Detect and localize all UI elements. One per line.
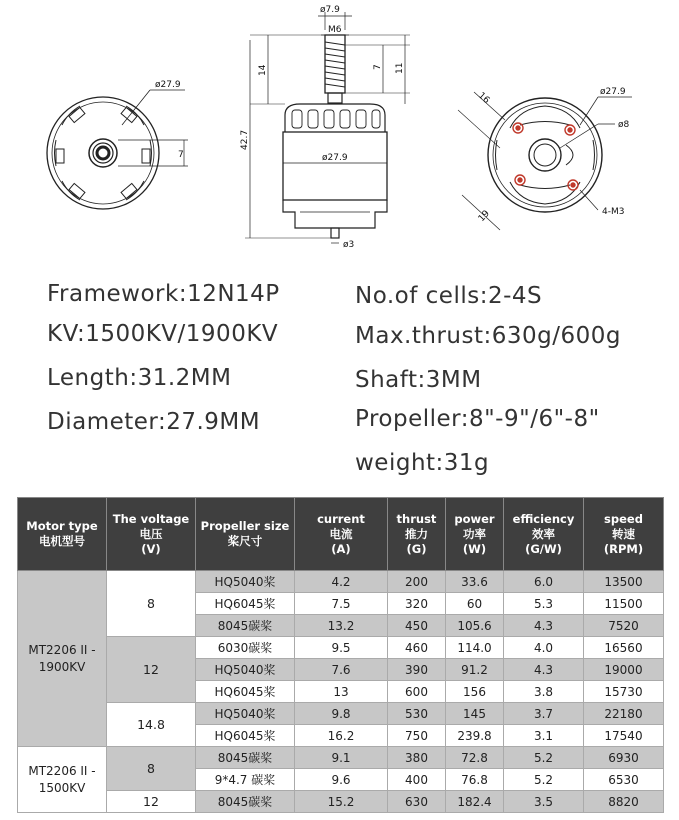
power-cell: 72.8 xyxy=(446,747,504,769)
current-cell: 9.5 xyxy=(295,637,388,659)
header-power: power 功率 (W) xyxy=(446,498,504,571)
current-cell: 16.2 xyxy=(295,725,388,747)
speed-cell: 15730 xyxy=(584,681,664,703)
efficiency-cell: 4.0 xyxy=(504,637,584,659)
dim-11-label: 11 xyxy=(395,62,405,74)
back-center-diameter-label: ø8 xyxy=(618,120,630,130)
speed-cell: 7520 xyxy=(584,615,664,637)
voltage-cell: 12 xyxy=(107,637,196,703)
bottom-shaft-label: ø3 xyxy=(343,240,355,250)
power-cell: 91.2 xyxy=(446,659,504,681)
efficiency-cell: 4.3 xyxy=(504,615,584,637)
power-cell: 145 xyxy=(446,703,504,725)
efficiency-cell: 3.1 xyxy=(504,725,584,747)
propeller-cell: HQ5040桨 xyxy=(196,571,295,593)
speed-cell: 22180 xyxy=(584,703,664,725)
header-thrust: thrust 推力 (G) xyxy=(388,498,446,571)
propeller-cell: 6030碳桨 xyxy=(196,637,295,659)
shaft-thread-label: M6 xyxy=(328,25,342,35)
efficiency-cell: 6.0 xyxy=(504,571,584,593)
thrust-cell: 320 xyxy=(388,593,446,615)
spec-max-thrust: Max.thrust:630g/600g xyxy=(355,323,621,349)
voltage-cell: 12 xyxy=(107,791,196,813)
front-slot-label: 7 xyxy=(178,150,184,160)
efficiency-cell: 5.3 xyxy=(504,593,584,615)
power-cell: 156 xyxy=(446,681,504,703)
spec-kv: KV:1500KV/1900KV xyxy=(47,321,279,347)
power-cell: 182.4 xyxy=(446,791,504,813)
power-cell: 114.0 xyxy=(446,637,504,659)
spec-shaft: Shaft:3MM xyxy=(355,367,482,393)
front-view-drawing xyxy=(47,90,188,209)
back-screws-label: 4-M3 xyxy=(602,207,625,217)
motor-technical-drawings xyxy=(0,0,679,262)
current-cell: 9.6 xyxy=(295,769,388,791)
thrust-cell: 200 xyxy=(388,571,446,593)
speed-cell: 8820 xyxy=(584,791,664,813)
speed-cell: 16560 xyxy=(584,637,664,659)
shaft-top-diameter-label: ø7.9 xyxy=(320,5,340,15)
thrust-cell: 390 xyxy=(388,659,446,681)
spec-weight: weight:31g xyxy=(355,450,490,476)
propeller-cell: HQ5040桨 xyxy=(196,703,295,725)
front-diameter-label: ø27.9 xyxy=(155,80,181,90)
power-cell: 76.8 xyxy=(446,769,504,791)
table-row xyxy=(18,703,664,725)
voltage-cell: 14.8 xyxy=(107,703,196,747)
body-diameter-label: ø27.9 xyxy=(322,153,348,163)
motor-specifications xyxy=(0,268,679,483)
thrust-cell: 630 xyxy=(388,791,446,813)
efficiency-cell: 4.3 xyxy=(504,659,584,681)
thrust-cell: 380 xyxy=(388,747,446,769)
thrust-cell: 600 xyxy=(388,681,446,703)
propeller-cell: 8045碳桨 xyxy=(196,615,295,637)
spec-cells: No.of cells:2-4S xyxy=(355,283,543,309)
dim-7-label: 7 xyxy=(373,64,383,70)
power-cell: 60 xyxy=(446,593,504,615)
spec-propeller: Propeller:8"-9"/6"-8" xyxy=(355,406,600,432)
motor-drawing-svg xyxy=(0,0,679,262)
current-cell: 4.2 xyxy=(295,571,388,593)
total-height-label: 42.7 xyxy=(240,129,250,150)
header-voltage: The voltage 电压 (V) xyxy=(107,498,196,571)
table-row xyxy=(18,791,664,813)
propeller-cell: 8045碳桨 xyxy=(196,791,295,813)
table-row xyxy=(18,747,664,769)
spec-framework: Framework:12N14P xyxy=(47,281,280,307)
thrust-cell: 400 xyxy=(388,769,446,791)
back-dim-19-label: 19 xyxy=(476,208,492,225)
propeller-cell: HQ5040桨 xyxy=(196,659,295,681)
screw-holes xyxy=(513,123,578,190)
power-cell: 239.8 xyxy=(446,725,504,747)
thrust-cell: 530 xyxy=(388,703,446,725)
efficiency-cell: 3.7 xyxy=(504,703,584,725)
current-cell: 13 xyxy=(295,681,388,703)
table-row xyxy=(18,571,664,593)
current-cell: 9.1 xyxy=(295,747,388,769)
spec-length: Length:31.2MM xyxy=(47,365,232,391)
voltage-cell: 8 xyxy=(107,571,196,637)
thrust-cell: 460 xyxy=(388,637,446,659)
propeller-cell: 8045碳桨 xyxy=(196,747,295,769)
dim-14-label: 14 xyxy=(258,64,268,76)
motor-type-cell: MT2206 II - 1500KV xyxy=(18,747,107,813)
speed-cell: 13500 xyxy=(584,571,664,593)
current-cell: 9.8 xyxy=(295,703,388,725)
thrust-cell: 750 xyxy=(388,725,446,747)
current-cell: 15.2 xyxy=(295,791,388,813)
header-motor-type: Motor type 电机型号 xyxy=(18,498,107,571)
thrust-cell: 450 xyxy=(388,615,446,637)
back-diameter-label: ø27.9 xyxy=(600,87,626,97)
efficiency-cell: 3.8 xyxy=(504,681,584,703)
spec-diameter: Diameter:27.9MM xyxy=(47,409,261,435)
speed-cell: 11500 xyxy=(584,593,664,615)
side-view-drawing xyxy=(245,12,410,243)
propeller-cell: 9*4.7 碳桨 xyxy=(196,769,295,791)
propeller-cell: HQ6045桨 xyxy=(196,725,295,747)
efficiency-cell: 5.2 xyxy=(504,769,584,791)
motor-type-cell: MT2206 II - 1900KV xyxy=(18,571,107,747)
back-dim-16-label: 16 xyxy=(475,90,492,106)
current-cell: 7.6 xyxy=(295,659,388,681)
current-cell: 7.5 xyxy=(295,593,388,615)
header-propeller-size: Propeller size 桨尺寸 xyxy=(196,498,295,571)
header-speed: speed 转速 (RPM) xyxy=(584,498,664,571)
propeller-cell: HQ6045桨 xyxy=(196,593,295,615)
speed-cell: 6530 xyxy=(584,769,664,791)
speed-cell: 19000 xyxy=(584,659,664,681)
power-cell: 105.6 xyxy=(446,615,504,637)
efficiency-cell: 5.2 xyxy=(504,747,584,769)
speed-cell: 17540 xyxy=(584,725,664,747)
table-header-row xyxy=(18,498,664,571)
efficiency-cell: 3.5 xyxy=(504,791,584,813)
header-efficiency: efficiency 效率 (G/W) xyxy=(504,498,584,571)
performance-table xyxy=(17,497,664,813)
current-cell: 13.2 xyxy=(295,615,388,637)
table-row xyxy=(18,637,664,659)
power-cell: 33.6 xyxy=(446,571,504,593)
voltage-cell: 8 xyxy=(107,747,196,791)
header-current: current 电流 (A) xyxy=(295,498,388,571)
propeller-cell: HQ6045桨 xyxy=(196,681,295,703)
speed-cell: 6930 xyxy=(584,747,664,769)
